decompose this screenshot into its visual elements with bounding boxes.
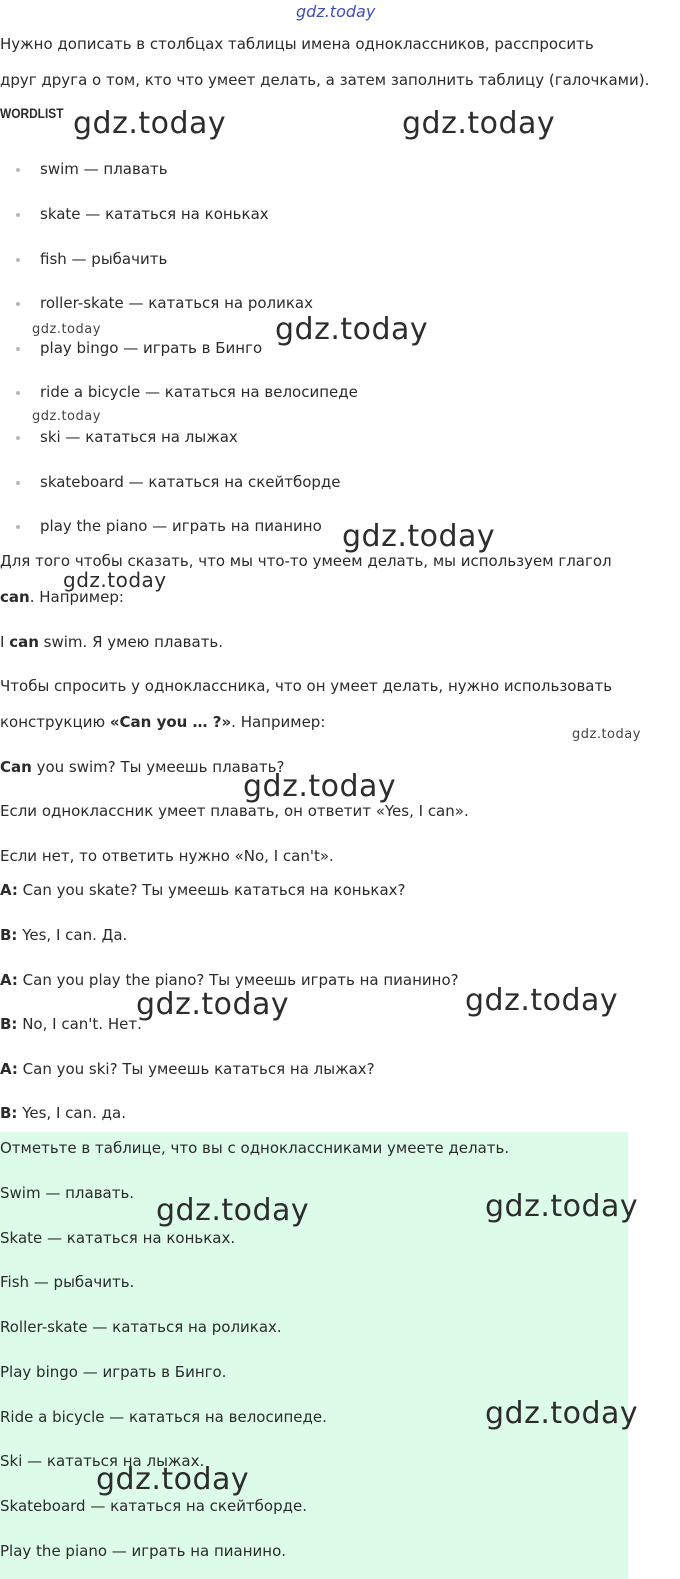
explain-line-6: Если нет, то ответить нужно «No, I can't». bbox=[0, 847, 334, 865]
explain-line-3: Чтобы спросить у одноклассника, что он умеет делать, нужно использовать bbox=[0, 677, 613, 695]
list-item-text: skate — кататься на коньках bbox=[40, 205, 269, 223]
keyword-can: can bbox=[0, 588, 30, 606]
list-item-text: swim — плавать bbox=[40, 160, 168, 178]
dialog-line bbox=[0, 1103, 126, 1123]
watermark: gdz.today bbox=[156, 1193, 310, 1228]
bullet-icon bbox=[16, 436, 20, 440]
dialog-line bbox=[0, 880, 406, 900]
answer-item: Fish — рыбачить. bbox=[0, 1273, 135, 1291]
construction-keyword: «Can you … ?» bbox=[109, 713, 232, 731]
bullet-icon bbox=[16, 525, 20, 529]
intro-line-2: друг друга о том, кто что умеет делать, а затем заполнить таблицу (галочками). bbox=[0, 71, 650, 89]
explain-line-5: Если одноклассник умеет плавать, он ответит «Yes, I can». bbox=[0, 802, 469, 820]
example-1 bbox=[0, 632, 223, 652]
dialog-text: Can you ski? Ты умеешь кататься на лыжах? bbox=[17, 1060, 375, 1078]
answer-item: Play bingo — играть в Бинго. bbox=[0, 1363, 227, 1381]
bullet-icon bbox=[16, 391, 20, 395]
watermark: gdz.today bbox=[485, 1189, 639, 1224]
example-1-rest: swim. Я умею плавать. bbox=[38, 633, 224, 651]
list-item-text: fish — рыбачить bbox=[40, 250, 168, 268]
wordlist-title: WORDLIST bbox=[0, 105, 64, 121]
list-item-text: ride a bicycle — кататься на велосипеде bbox=[40, 383, 358, 401]
list-item-text: roller-skate — кататься на роликах bbox=[40, 294, 314, 312]
intro-line-1: Нужно дописать в столбцах таблицы имена одноклассников, расспросить bbox=[0, 35, 594, 53]
answer-intro: Отметьте в таблице, что вы с одноклассниками умеете делать. bbox=[0, 1139, 510, 1157]
watermark: gdz.today bbox=[96, 1462, 250, 1497]
watermark: gdz.today bbox=[275, 312, 429, 347]
dialog-text: Yes, I can. Да. bbox=[17, 926, 128, 944]
example-2-rest: you swim? Ты умеешь плавать? bbox=[31, 758, 285, 776]
explain-line-2-rest: . Например: bbox=[29, 588, 124, 606]
watermark: gdz.today bbox=[73, 106, 227, 141]
top-watermark: gdz.today bbox=[296, 2, 376, 21]
dialog-speaker: B: bbox=[0, 1104, 18, 1122]
answer-item: Ski — кататься на лыжах. bbox=[0, 1452, 205, 1470]
answer-item: Play the piano — играть на пианино. bbox=[0, 1542, 287, 1560]
dialog-line bbox=[0, 1059, 375, 1079]
example-2 bbox=[0, 757, 284, 777]
bullet-icon bbox=[16, 302, 20, 306]
bullet-icon bbox=[16, 258, 20, 262]
explain-line-4-rest: . Например: bbox=[231, 713, 326, 731]
watermark: gdz.today bbox=[402, 106, 556, 141]
watermark: gdz.today bbox=[342, 519, 496, 554]
watermark: gdz.today bbox=[63, 568, 167, 592]
dialog-line bbox=[0, 1014, 142, 1034]
watermark: gdz.today bbox=[572, 727, 641, 742]
watermark: gdz.today bbox=[243, 769, 397, 804]
dialog-speaker: A: bbox=[0, 1060, 18, 1078]
list-item-text: play the piano — играть на пианино bbox=[40, 517, 322, 535]
answer-item: Roller-skate — кататься на роликах. bbox=[0, 1318, 282, 1336]
dialog-speaker: A: bbox=[0, 881, 18, 899]
watermark: gdz.today bbox=[32, 322, 101, 337]
watermark: gdz.today bbox=[485, 1396, 639, 1431]
dialog-speaker: A: bbox=[0, 971, 18, 989]
dialog-speaker: B: bbox=[0, 926, 18, 944]
example-1-pre: I bbox=[0, 633, 10, 651]
example-1-keyword: can bbox=[9, 633, 39, 651]
explain-line-4 bbox=[0, 712, 325, 732]
list-item-text: ski — кататься на лыжах bbox=[40, 428, 238, 446]
bullet-icon bbox=[16, 347, 20, 351]
dialog-text: No, I can't. Нет. bbox=[17, 1015, 142, 1033]
watermark: gdz.today bbox=[465, 983, 619, 1018]
explain-line-4-pre: конструкцию bbox=[0, 713, 110, 731]
list-item-text: play bingo — играть в Бинго bbox=[40, 339, 263, 357]
bullet-icon bbox=[16, 168, 20, 172]
watermark: gdz.today bbox=[32, 409, 101, 424]
bullet-icon bbox=[16, 481, 20, 485]
dialog-speaker: B: bbox=[0, 1015, 18, 1033]
bullet-icon bbox=[16, 213, 20, 217]
watermark: gdz.today bbox=[136, 987, 290, 1022]
answer-item: Skateboard — кататься на скейтборде. bbox=[0, 1497, 308, 1515]
list-item-text: skateboard — кататься на скейтборде bbox=[40, 473, 341, 491]
dialog-text: Can you play the piano? Ты умеешь играть на пианино? bbox=[17, 971, 459, 989]
answer-item: Swim — плавать. bbox=[0, 1184, 135, 1202]
example-2-keyword: Can bbox=[0, 758, 32, 776]
answer-item: Skate — кататься на коньках. bbox=[0, 1229, 236, 1247]
dialog-line bbox=[0, 925, 127, 945]
answer-item: Ride a bicycle — кататься на велосипеде. bbox=[0, 1408, 327, 1426]
dialog-text: Can you skate? Ты умеешь кататься на коньках? bbox=[17, 881, 406, 899]
dialog-text: Yes, I can. да. bbox=[17, 1104, 126, 1122]
explain-line-1: Для того чтобы сказать, что мы что-то умеем делать, мы используем глагол bbox=[0, 552, 612, 570]
